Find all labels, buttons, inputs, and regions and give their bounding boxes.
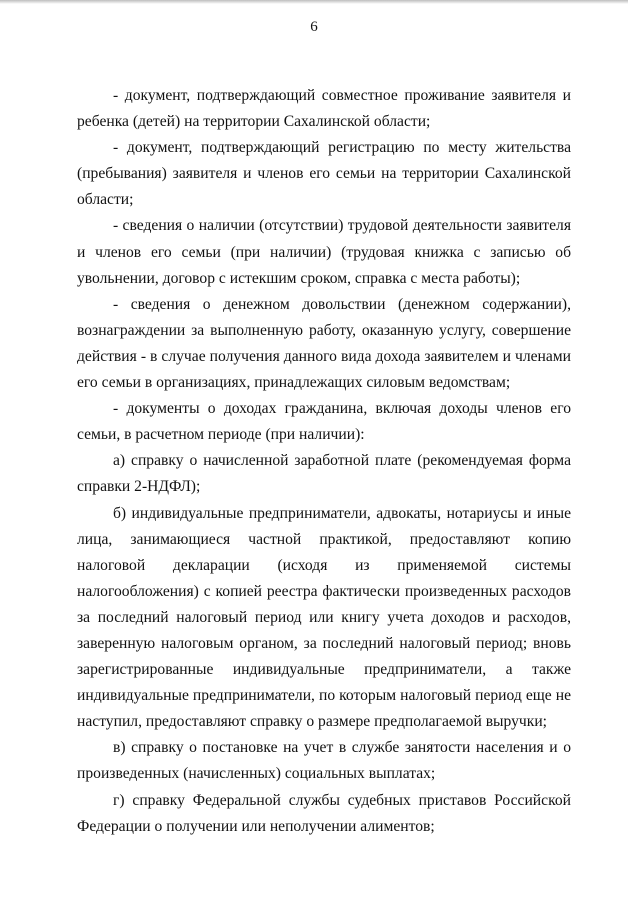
paragraph-employment-info: - сведения о наличии (отсутствии) трудовой деятельности заявителя и членов его семьи (при наличии) (трудовая книжка с записью об увольнении, договор с истекшим сроком, справка с места работы); (77, 217, 571, 287)
paragraph-registration-document: - документ, подтверждающий регистрацию по месту жительства (пребывания) заявителя и членов его семьи на территории Сахалинской области; (77, 139, 571, 209)
paragraph-allowance-info: - сведения о денежном довольствии (денежном содержании), вознаграждении за выполненную работу, оказанную услугу, совершение действия - в случае получения данного вида дохода заявителем и членами его семьи в организациях, принадлежащих силовым ведомствам; (77, 295, 571, 392)
scan-top-edge (0, 0, 628, 4)
paragraph-item-a: а) справку о начисленной заработной плате (рекомендуемая форма справки 2-НДФЛ); (77, 452, 571, 496)
page-number: 6 (310, 19, 318, 35)
paragraph-item-v: в) справку о постановке на учет в службе занятости населения и о произведенных (начисленных) социальных выплатах; (77, 739, 571, 783)
paragraph-item-b: б) индивидуальные предприниматели, адвокаты, нотариусы и иные лица, занимающиеся частной практикой, предоставляют копию налоговой декларации (исходя из применяемой системы налогообложения) с копией реестра фактически произведенных расходов за последний налоговый период или книгу учета доходов и расходов, заверенную налоговым органом, за последний налоговый период; вновь зарегистрированные индивидуальные предприниматели, а также индивидуальные предприниматели, по которым налоговый период еще не наступил, предоставляют справку о размере предполагаемой выручки; (77, 504, 571, 731)
document-body (77, 83, 571, 840)
paragraph-item-g: г) справку Федеральной службы судебных приставов Российской Федерации о получении или неполучении алиментов; (77, 791, 571, 835)
paragraph-cohabitation-document: - документ, подтверждающий совместное проживание заявителя и ребенка (детей) на территории Сахалинской области; (77, 87, 571, 131)
paragraph-income-documents: - документы о доходах гражданина, включая доходы членов его семьи, в расчетном периоде (при наличии): (77, 400, 571, 444)
